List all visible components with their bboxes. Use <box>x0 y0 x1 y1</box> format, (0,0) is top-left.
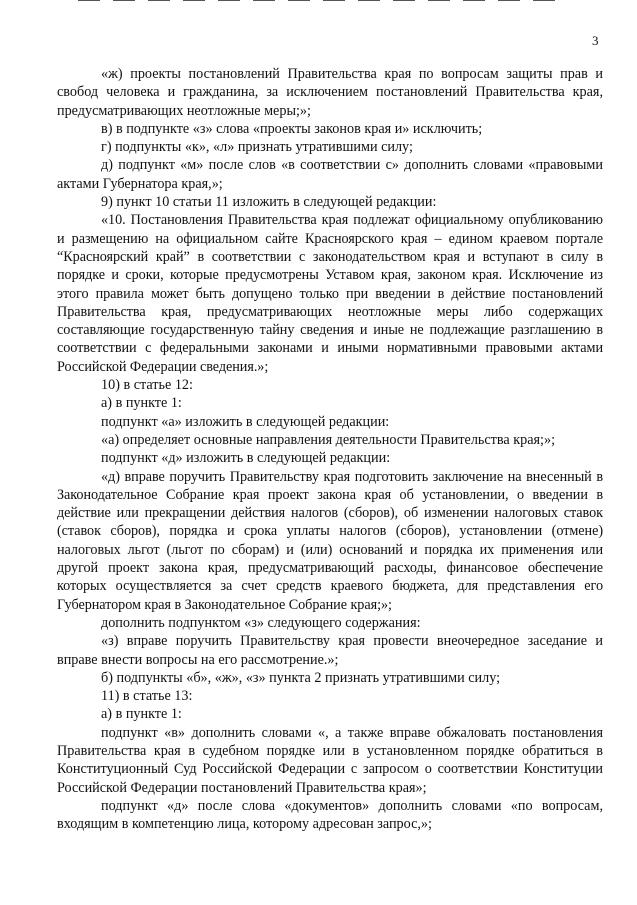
paragraph: подпункт «в» дополнить словами «, а также вправе обжаловать постановления Правительства края в судебном порядке или в установленном порядке обратиться в Конституционный Суд Российской Федерации с запросом о соответствии Конституции Российской Федерации постановлений Правительства края»; <box>57 724 603 796</box>
paragraph: 9) пункт 10 статьи 11 изложить в следующей редакции: <box>101 194 437 211</box>
paragraph: подпункт «д» после слова «документов» дополнить словами «по вопросам, входящим в компетенцию лица, которому адресован запрос,»; <box>57 797 603 833</box>
paragraph: «ж) проекты постановлений Правительства края по вопросам защиты прав и свобод человека и гражданина, за исключением постановлений Правительства края, предусматривающих неотложные меры;»; <box>57 66 603 119</box>
paragraph: д) подпункт «м» после слов «в соответствии с» дополнить словами «правовыми актами Губернатора края,»; <box>57 157 603 192</box>
paragraph: а) в пункте 1: <box>101 706 182 723</box>
paragraph: дополнить подпунктом «з» следующего содержания: <box>101 614 421 631</box>
paragraph: подпункт «а» изложить в следующей редакции: <box>101 413 390 430</box>
paragraph: «а) определяет основные направления деятельности Правительства края;»; <box>101 431 556 448</box>
paragraph: б) подпункты «б», «ж», «з» пункта 2 признать утратившими силу; <box>101 669 501 686</box>
paragraph: 11) в статье 13: <box>101 688 193 705</box>
paragraph: в) в подпункте «з» слова «проекты законов края и» исключить; <box>101 120 483 137</box>
page-number: 3 <box>592 33 599 48</box>
scan-top-marks <box>78 0 598 6</box>
paragraph: подпункт «д» изложить в следующей редакции: <box>101 450 391 467</box>
paragraph: «д) вправе поручить Правительству края подготовить заключение на внесенный в Законодательное Собрание края проект закона края об установлении, о введении в действие или прекращении действия налогов (сборов), об изменении налоговых ставок (ставок сборов), порядка и срока уплаты налогов (сборов), установлении (отмене) налоговых льгот (льгот по сборам) и (или) оснований и порядка их применения или другой проект закона края, предусматривающий расходы, финансовое обеспечение которых осуществляется за счет средств краевого бюджета, для представления его Губернатором края в Законодательное Собрание края;»; <box>57 468 603 613</box>
paragraph: «10. Постановления Правительства края подлежат официальному опубликованию и размещению на официальном сайте Красноярского края – едином краевом портале “Красноярский край” в соответствии с законодательством края и вступают в силу в порядке и сроки, которые предусмотрены Уставом края, законом края. Исключение из этого правила может быть допущено только при введении в действие постановлений Правительства края, предусматривающих неотложные меры либо содержащих составляющие государственную тайну сведения и иные не подлежащие разглашению в соответствии с федеральными законами и иными нормативными правовыми актами Российской Федерации сведения.»; <box>57 212 603 375</box>
paragraph: 10) в статье 12: <box>101 377 193 394</box>
document-body <box>57 65 603 833</box>
paragraph: г) подпункты «к», «л» признать утратившими силу; <box>101 139 413 156</box>
paragraph: «з) вправе поручить Правительству края провести внеочередное заседание и вправе внести вопросы на его рассмотрение.»; <box>57 633 603 668</box>
paragraph: а) в пункте 1: <box>101 395 182 412</box>
